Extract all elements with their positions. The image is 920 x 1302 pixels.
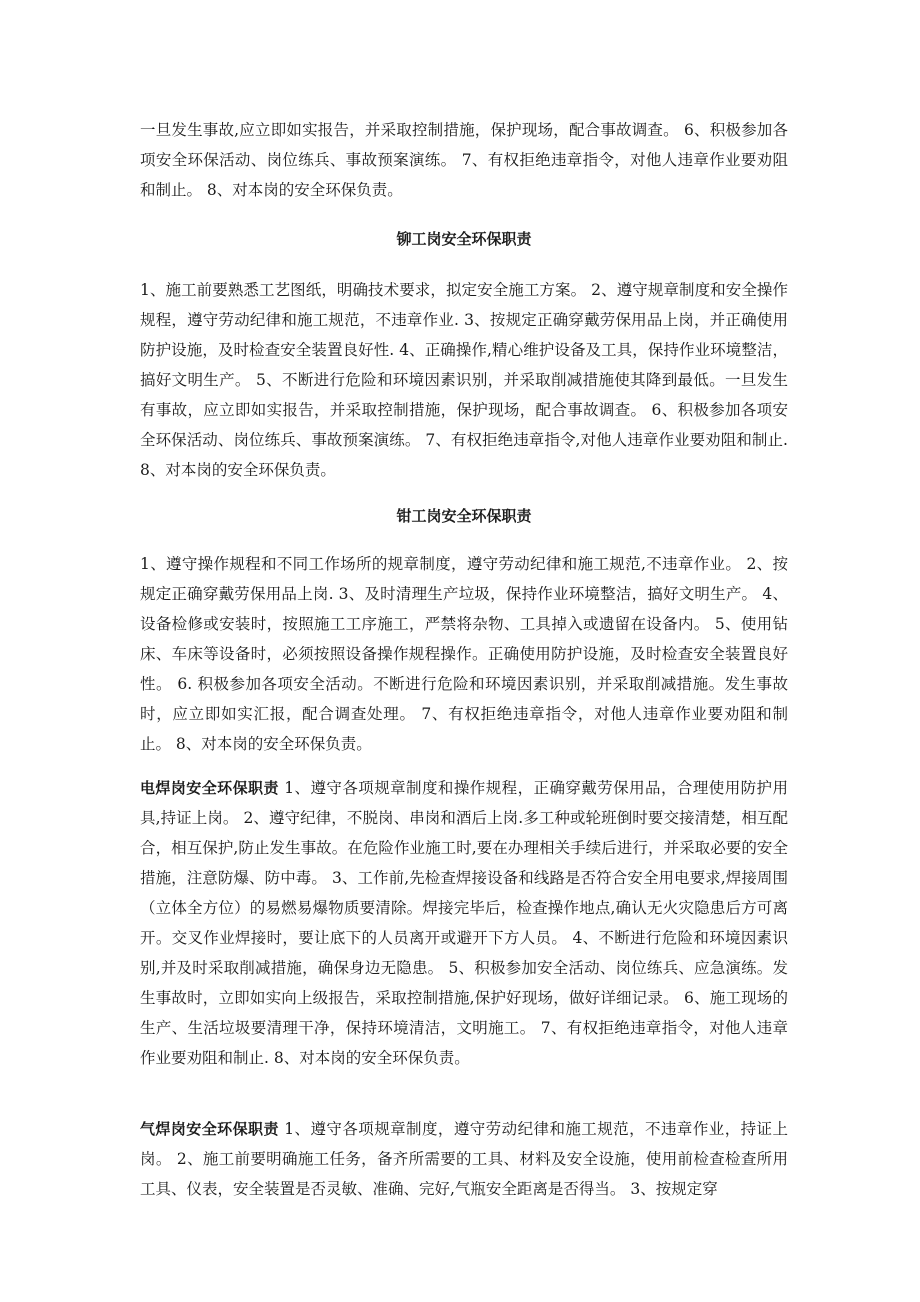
section-electric-welder (140, 773, 788, 1073)
section-body-electric-welder: 1、遵守各项规章制度和操作规程，正确穿戴劳保用品，合理使用防护用具,持证上岗。 2、遵守纪律，不脱岗、串岗和酒后上岗.多工种或轮班倒时要交接清楚，相互配合，相互保护,防止发生事故。在危险作业施工时,要在办理相关手续后进行，并采取必要的安全措施，注意防爆、防中毒。 3、工作前,先检查焊接设备和线路是否符合安全用电要求,焊接周围（立体全方位）的易燃易爆物质要清除。焊接完毕后，检查操作地点,确认无火灾隐患后方可离开。交叉作业焊接时，要让底下的人员离开或避开下方人员。 4、不断进行危险和环境因素识别,并及时采取削减措施，确保身边无隐患。 5、积极参加安全活动、岗位练兵、应急演练。发生事故时，立即如实向上级报告，采取控制措施,保护好现场，做好详细记录。 6、施工现场的生产、生活垃圾要清理干净，保持环境清洁，文明施工。 7、有权拒绝违章指令，对他人违章作业要劝阻和制止. 8、对本岗的安全环保负责。 (140, 779, 788, 1067)
section-body-riveter: 1、施工前要熟悉工艺图纸，明确技术要求，拟定安全施工方案。 2、遵守规章制度和安全操作规程，遵守劳动纪律和施工规范，不违章作业. 3、按规定正确穿戴劳保用品上岗，并正确使用防护设施，及时检查安全装置良好性. 4、正确操作,精心维护设备及工具，保持作业环境整洁，搞好文明生产。 5、不断进行危险和环境因素识别，并采取削减措施使其降到最低。一旦发生有事故，应立即如实报告，并采取控制措施，保护现场，配合事故调查。 6、积极参加各项安全环保活动、岗位练兵、事故预案演练。 7、有权拒绝违章指令,对他人违章作业要劝阻和制止. 8、对本岗的安全环保负责。 (140, 281, 788, 479)
section-title-electric-welder: 电焊岗安全环保职责 (140, 779, 279, 797)
section-body-gas-welder: 1、遵守各项规章制度，遵守劳动纪律和施工规范，不违章作业，持证上岗。 2、施工前要明确施工任务，备齐所需要的工具、材料及安全设施，使用前检查检查所用工具、仪表，安全装置是否灵敏、准确、完好,气瓶安全距离是否得当。 3、按规定穿 (140, 1120, 788, 1198)
section-title-riveter: 铆工岗安全环保职责 (396, 230, 532, 248)
section-gas-welder (140, 1114, 788, 1204)
section-body-fitter: 1、遵守操作规程和不同工作场所的规章制度，遵守劳动纪律和施工规范,不违章作业。 2、按规定正确穿戴劳保用品上岗. 3、及时清理生产垃圾，保持作业环境整洁，搞好文明生产。 4、设备检修或安装时，按照施工工序施工，严禁将杂物、工具掉入或遗留在设备内。 5、使用钻床、车床等设备时，必须按照设备操作规程操作。正确使用防护设施，及时检查安全装置良好性。 6. 积极参加各项安全活动。不断进行危险和环境因素识别，并采取削减措施。发生事故时，应立即如实汇报，配合调查处理。 7、有权拒绝违章指令，对他人违章作业要劝阻和制止。 8、对本岗的安全环保负责。 (140, 555, 788, 753)
section-title-gas-welder: 气焊岗安全环保职责 (140, 1120, 279, 1138)
section-title-fitter: 钳工岗安全环保职责 (396, 507, 532, 525)
paragraph-continuation: 一旦发生事故,应立即如实报告，并采取控制措施，保护现场，配合事故调查。 6、积极参加各项安全环保活动、岗位练兵、事故预案演练。 7、有权拒绝违章指令，对他人违章作业要劝阻和制止。 8、对本岗的安全环保负责。 (140, 121, 788, 199)
